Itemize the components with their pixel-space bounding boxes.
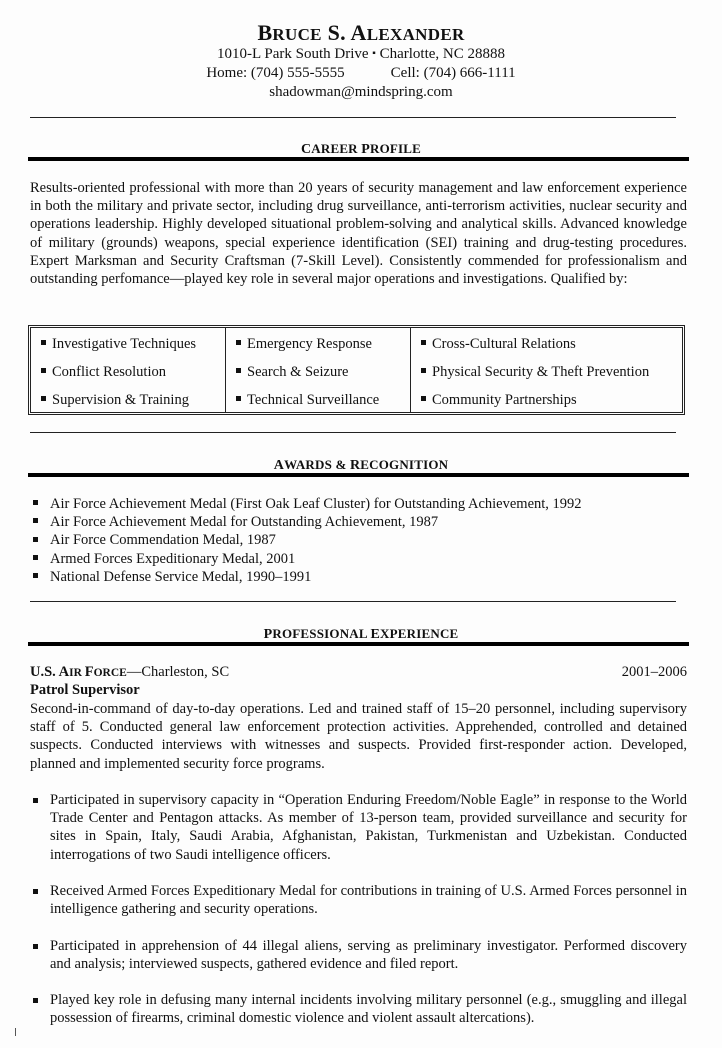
- cell-phone: Cell: (704) 666-1111: [390, 65, 516, 81]
- divider: [30, 117, 676, 118]
- career-summary: Results-oriented professional with more than 20 years of security management and law enforcement experience in both the military and private sector, including drug surveillance, anti-terrorism activities, nuclear security and operations leadership. Highly developed situational problem-solving and analytical skills. Advanced knowledge of military (grounds) weapons, special experience identification (SEI) training and drug-testing procedures. Expert Marksman and Security Craftsman (7-Skill Level). Consistently commended for professionalism and outstanding perfomance—played key role in several major operations and investigations. Qualified by:: [30, 180, 687, 288]
- city-state-zip: Charlotte, NC 28888: [379, 46, 505, 62]
- skill-item: Community Partnerships: [421, 391, 682, 419]
- section-title-experience: PROFESSIONAL EXPERIENCE: [263, 626, 459, 642]
- award-item: Armed Forces Expeditionary Medal, 2001: [33, 550, 582, 568]
- bullet-icon: [41, 396, 46, 401]
- skills-column: [31, 328, 225, 412]
- section-title-awards: AWARDS & RECOGNITION: [273, 457, 449, 473]
- bullet-icon: [33, 537, 38, 542]
- skill-item: Physical Security & Theft Prevention: [421, 363, 682, 391]
- job-header: [30, 664, 687, 681]
- section-rule: [28, 473, 689, 477]
- skill-item: Conflict Resolution: [41, 363, 225, 391]
- award-item: National Defense Service Medal, 1990–1991: [33, 568, 582, 586]
- job-bullet: Participated in supervisory capacity in “Operation Enduring Freedom/Noble Eagle” in response to the World Trade Center and Pentagon attacks. As member of 13-person team, provided surveillance and security for sites in Spain, Italy, Saudi Arabia, Afghanistan, Pakistan, Turkmenistan and Uzbekistan. Conducted interrogations of two Saudi intelligence officers.: [33, 791, 687, 864]
- bullet-icon: [33, 518, 38, 523]
- margin-tick-mark: [15, 1028, 16, 1036]
- bullet-icon: [33, 500, 38, 505]
- employer: U.S. AIR FORCE—Charleston, SC: [30, 664, 230, 680]
- job-bullet: Received Armed Forces Expeditionary Medal for contributions in training of U.S. Armed Forces personnel in intelligence gathering and security operations.: [33, 882, 687, 918]
- bullet-icon: [236, 340, 241, 345]
- divider: [30, 432, 676, 433]
- award-item: Air Force Achievement Medal for Outstanding Achievement, 1987: [33, 513, 582, 531]
- address-line: [0, 46, 722, 63]
- section-rule: [28, 157, 689, 161]
- section-title-career-profile: CAREER PROFILE: [300, 141, 422, 157]
- skill-item: Emergency Response: [236, 335, 410, 363]
- award-item: Air Force Achievement Medal (First Oak Leaf Cluster) for Outstanding Achievement, 1992: [33, 495, 582, 513]
- bullet-icon: [236, 396, 241, 401]
- street-address: 1010-L Park South Drive: [217, 46, 369, 62]
- phone-line: [0, 65, 722, 82]
- award-item: Air Force Commendation Medal, 1987: [33, 531, 582, 549]
- skills-column: [225, 328, 410, 412]
- skills-table: [28, 325, 685, 415]
- job-summary: Second-in-command of day-to-day operations. Led and trained staff of 15–20 personnel, including supervisory staff of 5. Conducted general law enforcement protection activities. Apprehended, controlled and detained suspects. Conducted interviews with witnesses and suspects. Provided first-responder action. Developed, planned and implemented security force programs.: [30, 701, 687, 772]
- skill-item: Technical Surveillance: [236, 391, 410, 419]
- section-rule: [28, 642, 689, 646]
- job-location: —Charleston, SC: [126, 664, 230, 680]
- skill-item: Supervision & Training: [41, 391, 225, 419]
- bullet-icon: [33, 998, 38, 1003]
- skill-item: Investigative Techniques: [41, 335, 225, 363]
- bullet-icon: [421, 396, 426, 401]
- bullet-icon: [33, 798, 38, 803]
- job-title: Patrol Supervisor: [30, 682, 140, 698]
- bullet-icon: [33, 889, 38, 894]
- bullet-separator-icon: ▪: [372, 48, 376, 59]
- awards-list: [33, 495, 582, 586]
- job-bullet: Played key role in defusing many internal incidents involving military personnel (e.g., smuggling and illegal possession of firearms, criminal domestic violence and violent assault altercations).: [33, 991, 687, 1027]
- bullet-icon: [41, 340, 46, 345]
- bullet-icon: [236, 368, 241, 373]
- job-dates: 2001–2006: [621, 664, 687, 680]
- bullet-icon: [41, 368, 46, 373]
- bullet-icon: [421, 368, 426, 373]
- home-phone: Home: (704) 555-5555: [206, 65, 345, 81]
- divider: [30, 601, 676, 602]
- bullet-icon: [421, 340, 426, 345]
- bullet-icon: [33, 944, 38, 949]
- job-bullet: Participated in apprehension of 44 illegal aliens, serving as preliminary investigator. Performed discovery and analysis; interviewed suspects, gathered evidence and filed report.: [33, 937, 687, 973]
- bullet-icon: [33, 573, 38, 578]
- email-address: shadowman@mindspring.com: [269, 84, 453, 100]
- skill-item: Search & Seizure: [236, 363, 410, 391]
- skills-column: [410, 328, 682, 412]
- bullet-icon: [33, 555, 38, 560]
- skill-item: Cross-Cultural Relations: [421, 335, 682, 363]
- candidate-name: BRUCE S. ALEXANDER: [257, 20, 465, 45]
